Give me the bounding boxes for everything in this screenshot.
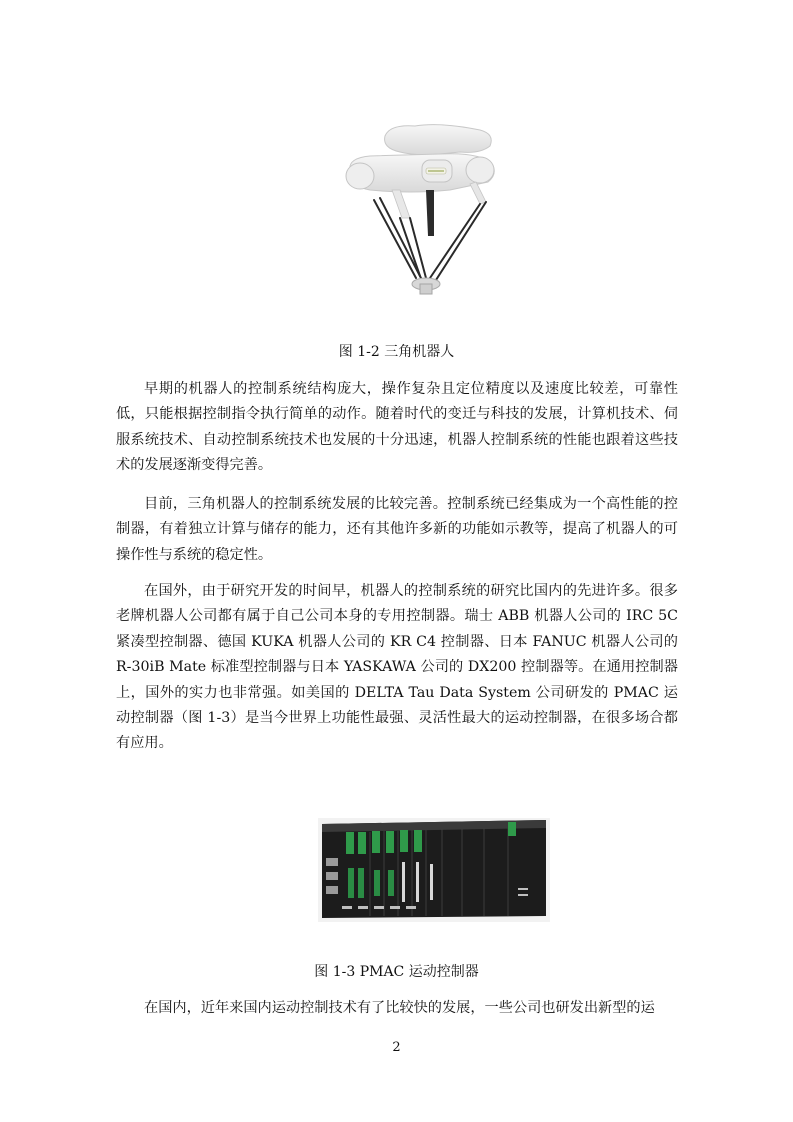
body-paragraph: 目前，三角机器人的控制系统发展的比较完善。控制系统已经集成为一个高性能的控制器，有着独立计算与储存的能力，还有其他许多新的功能如示教等，提高了机器人的可操作性与系统的稳定性。 bbox=[116, 496, 678, 563]
figure-caption: 图 1-3 PMAC 运动控制器 bbox=[314, 964, 479, 980]
body-paragraph: 在国内，近年来国内运动控制技术有了比较快的发展，一些公司也研发出新型的运 bbox=[144, 1000, 655, 1016]
page-number: 2 bbox=[392, 1040, 401, 1055]
body-paragraph: 早期的机器人的控制系统结构庞大，操作复杂且定位精度以及速度比较差，可靠性低，只能根据控制指令执行简单的动作。随着时代的变迁与科技的发展，计算机技术、伺服系统技术、自动控制系统技术也发展的十分迅速，机器人控制系统的性能也跟着这些技术的发展逐渐变得完善。 bbox=[116, 381, 678, 474]
delta-robot-image bbox=[330, 118, 510, 304]
pmac-controller-image bbox=[318, 818, 550, 922]
figure-caption: 图 1-2 三角机器人 bbox=[338, 344, 455, 360]
body-paragraph: 在国外，由于研究开发的时间早，机器人的控制系统的研究比国内的先进许多。很多老牌机器人公司都有属于自己公司本身的专用控制器。瑞士 ABB 机器人公司的 IRC 5C 紧凑型控制器、德国 KUKA 机器人公司的 KR C4 控制器、日本 FANUC 机器人公司的 R-30iB Mate 标准型控制器与日本 YASKAWA 公司的 DX200 控制器等。在通用控制器上，国外的实力也非常强。如美国的 DELTA Tau Data System 公司研发的 PMAC 运动控制器（图 1-3）是当今世界上功能性最强、灵活性最大的运动控制器，在很多场合都有应用。 bbox=[116, 583, 678, 752]
